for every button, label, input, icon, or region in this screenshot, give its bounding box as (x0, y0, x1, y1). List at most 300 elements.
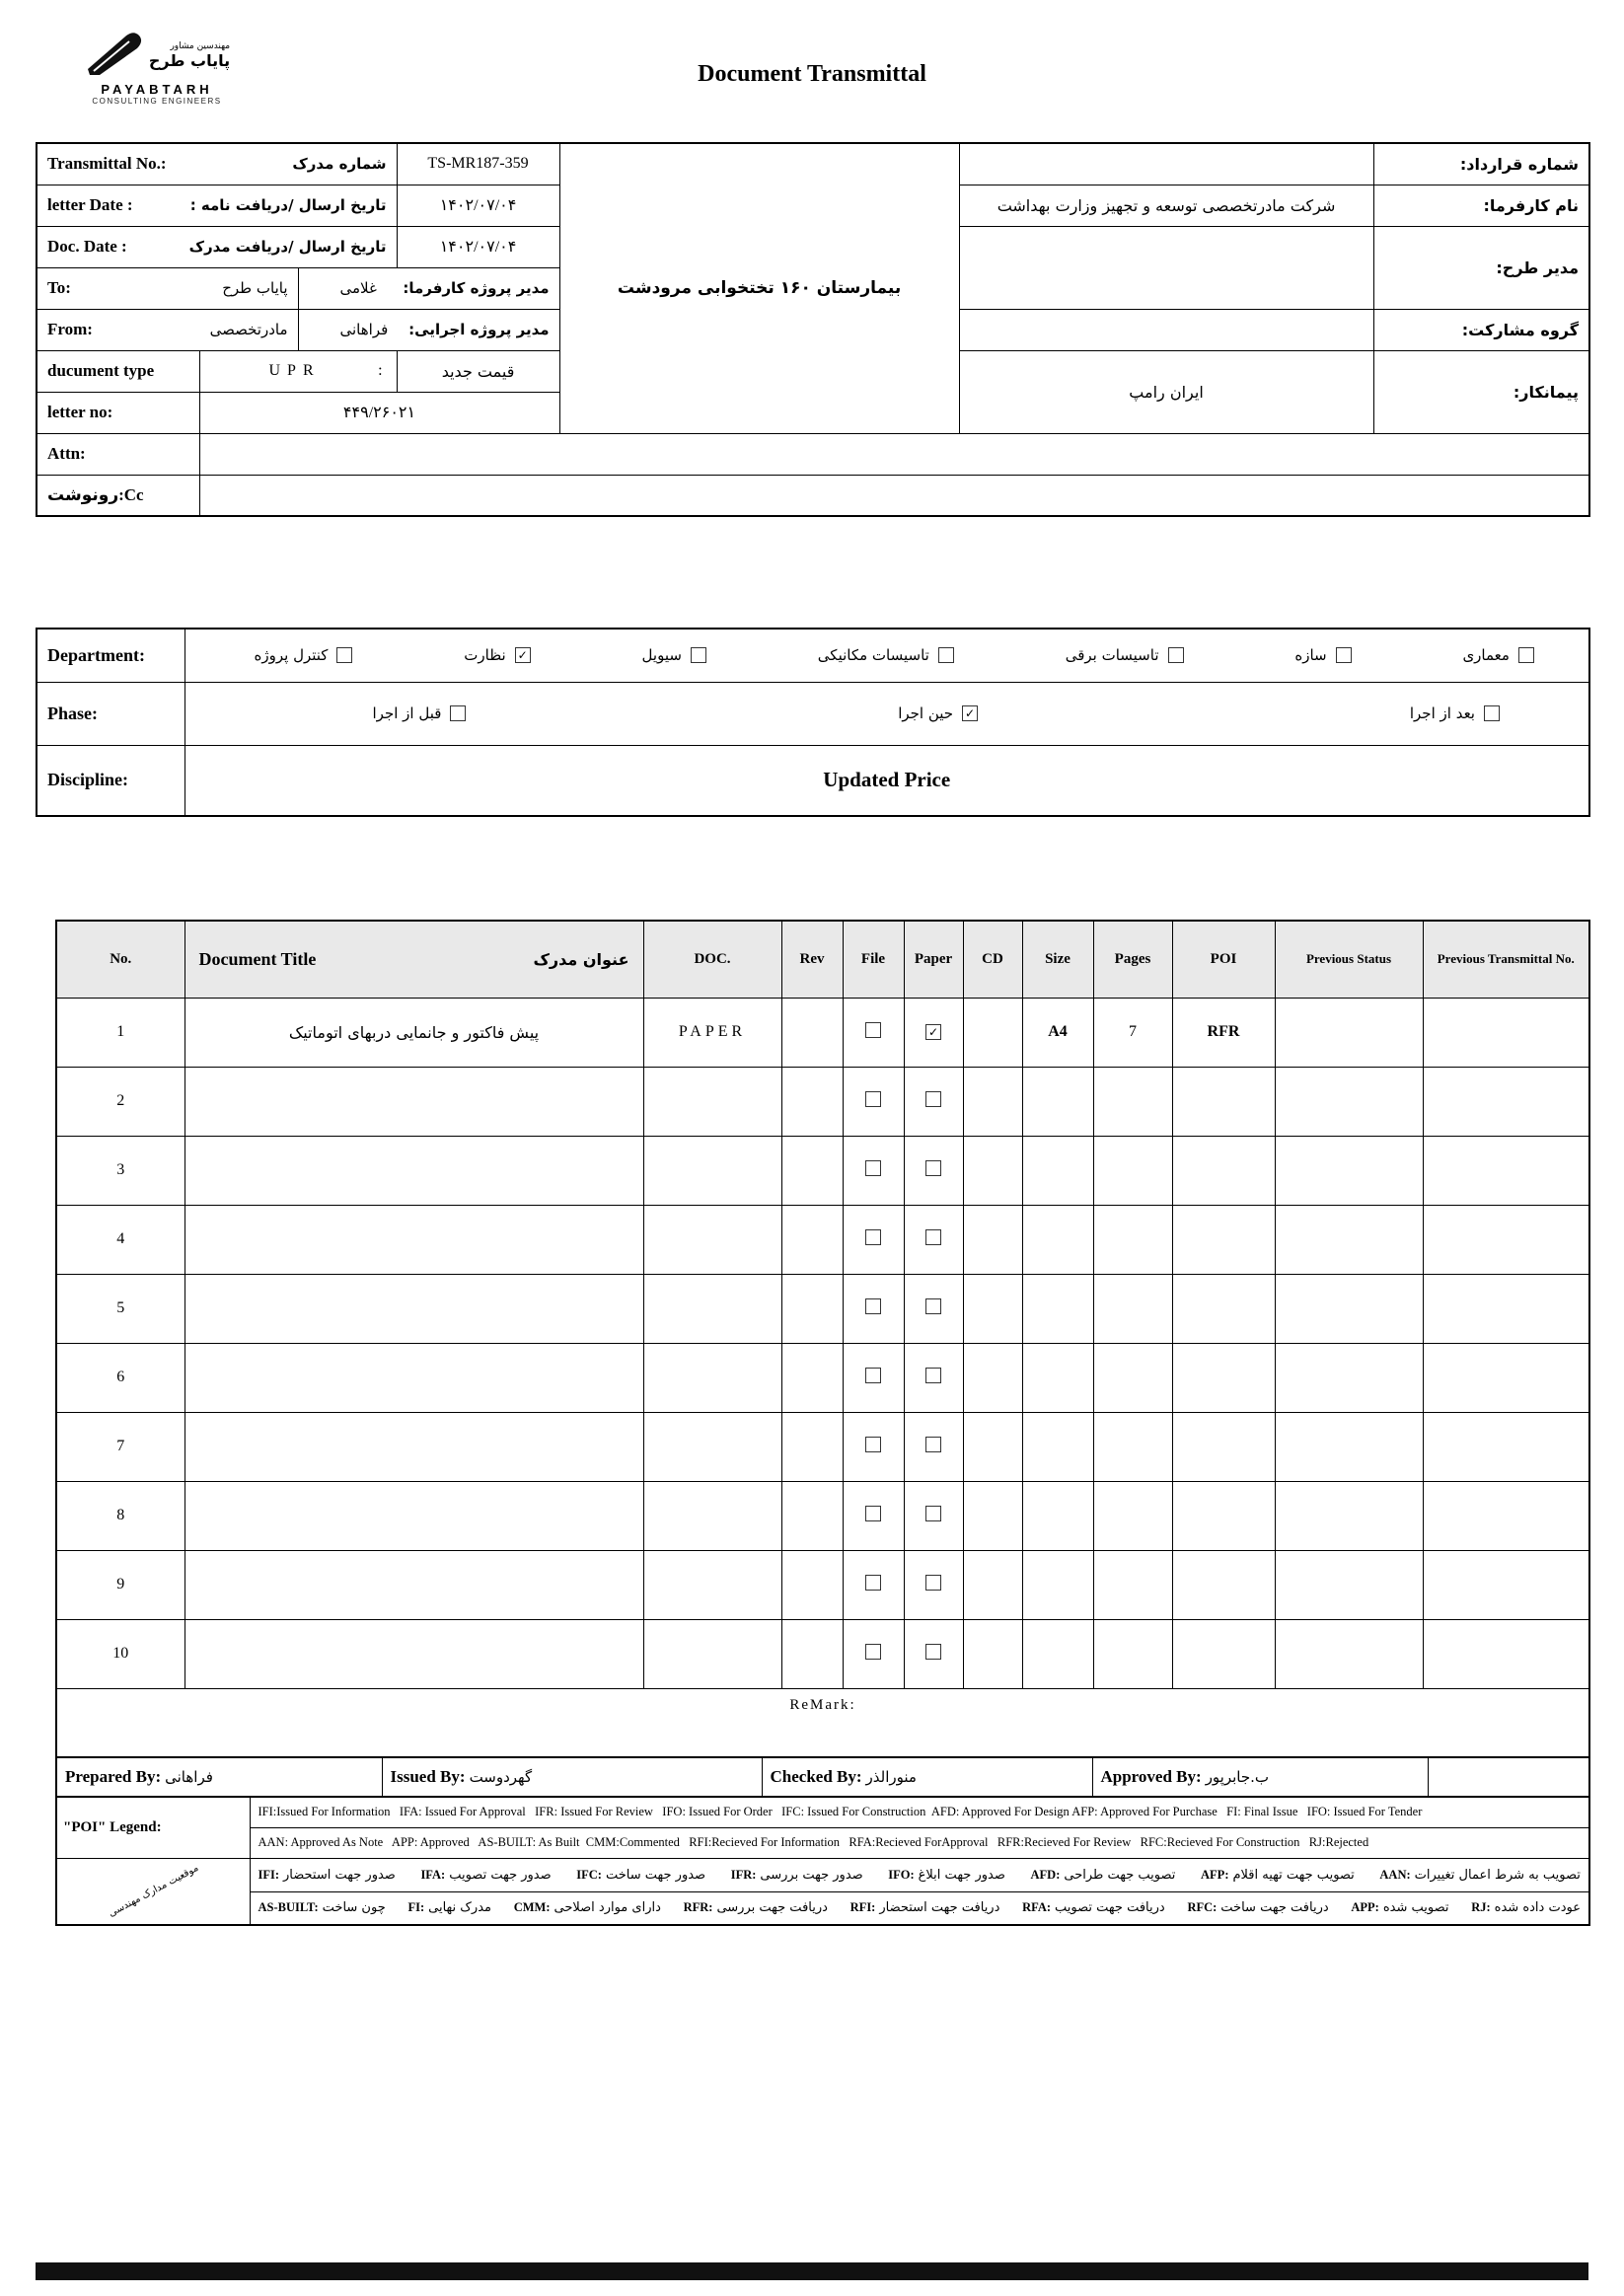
checkbox[interactable] (1336, 647, 1352, 663)
row-doc (643, 1619, 781, 1688)
discipline-value: Updated Price (185, 745, 1589, 816)
checkbox[interactable] (865, 1022, 881, 1038)
document-list-table (55, 920, 1590, 1758)
cc-value[interactable] (199, 475, 1589, 516)
row-paper-cell (904, 1343, 963, 1412)
checkbox[interactable] (925, 1229, 941, 1245)
design-manager-label: مدیر طرح: (1373, 226, 1589, 309)
legend-item: IFR: صدور جهت بررسی (730, 1867, 863, 1883)
department-option (464, 646, 530, 664)
row-file-cell (843, 1619, 904, 1688)
row-poi (1172, 1136, 1275, 1205)
row-prev-status (1275, 1343, 1423, 1412)
row-size (1022, 1481, 1093, 1550)
prepared-by-cell (56, 1757, 382, 1797)
legend-item: RJ: عودت داده شده (1471, 1900, 1581, 1916)
transmittal-no-label: Transmittal No.: (47, 154, 167, 174)
row-prev-transmittal (1423, 1136, 1589, 1205)
checkbox[interactable] (865, 1160, 881, 1176)
contract-no-value[interactable] (959, 143, 1373, 185)
doc-table-header-row (56, 921, 1589, 998)
checkbox[interactable] (925, 1506, 941, 1521)
row-size (1022, 1412, 1093, 1481)
row-paper-cell (904, 1481, 963, 1550)
row-pages (1093, 1136, 1172, 1205)
col-header-size: Size (1022, 921, 1093, 998)
department-option (818, 646, 954, 664)
checkbox[interactable] (865, 1575, 881, 1591)
letter-date-label-cell (37, 185, 397, 226)
legend-item: RFR: دریافت جهت بررسی (683, 1900, 828, 1916)
row-no: 8 (56, 1481, 185, 1550)
issued-by-value: گهردوست (469, 1768, 533, 1786)
issued-by-label: Issued By: (390, 1767, 466, 1786)
design-manager-value[interactable] (959, 226, 1373, 309)
table-row (56, 1619, 1589, 1688)
row-paper-cell (904, 1274, 963, 1343)
row-prev-transmittal (1423, 1274, 1589, 1343)
letter-date-label: letter Date : (47, 195, 133, 214)
table-row (56, 1205, 1589, 1274)
doc-type-label: ducument type (37, 350, 199, 392)
row-size (1022, 1619, 1093, 1688)
department-option-label: تاسیسات مکانیکی (817, 646, 929, 665)
row-title (185, 1550, 643, 1619)
contractor-label: پیمانکار: (1373, 350, 1589, 433)
checkbox[interactable] (925, 1298, 941, 1314)
exec-pm-cell (298, 309, 559, 350)
row-no: 7 (56, 1412, 185, 1481)
checkbox[interactable] (938, 647, 954, 663)
letter-date-value: ۱۴۰۲/۰۷/۰۴ (397, 185, 559, 226)
col-header-title-en: Document Title (198, 948, 317, 969)
row-pages (1093, 1412, 1172, 1481)
row-paper-cell (904, 1205, 963, 1274)
approved-by-label: Approved By: (1100, 1767, 1202, 1786)
department-option (1462, 646, 1534, 664)
row-paper-cell (904, 1619, 963, 1688)
prepared-by-label: Prepared By: (65, 1767, 162, 1786)
phase-option (1410, 704, 1500, 722)
legend-item: AFD: تصویب جهت طراحی (1030, 1867, 1176, 1883)
col-header-cd: CD (963, 921, 1022, 998)
row-title (185, 1619, 643, 1688)
department-option-label: نظارت (464, 646, 506, 665)
col-header-paper: Paper (904, 921, 963, 998)
checked-by-value: منورالذر (865, 1768, 917, 1786)
row-cd (963, 1274, 1022, 1343)
page-title: Document Transmittal (698, 61, 926, 87)
legend-item: AS-BUILT: چون ساخت (258, 1900, 386, 1916)
doc-table-body (56, 998, 1589, 1688)
table-row (56, 1550, 1589, 1619)
logo-nib-icon (84, 30, 145, 82)
col-header-rev: Rev (781, 921, 843, 998)
row-cd (963, 1412, 1022, 1481)
checkbox[interactable] (336, 647, 352, 663)
poi-legend-label: "POI" Legend: (56, 1797, 250, 1858)
table-row (56, 1412, 1589, 1481)
row-poi (1172, 1412, 1275, 1481)
poi-legend-en-line1: IFI:Issued For Information IFA: Issued For Approval IFR: Issued For Review IFO: Issued For Order IFC: Issued For Construction AFD: Approved For Design AFP: Approved For Purchase FI: Final Issue IFO: Issued For Tender (250, 1797, 1589, 1827)
poi-legend-en-line2: AAN: Approved As Note APP: Approved AS-BUILT: As Built CMM:Commented RFI:Recieved For Information RFA:Recieved ForApproval RFR:Recieved For Review RFC:Recieved For Construction RJ:Rejected (250, 1827, 1589, 1858)
table-row (56, 1481, 1589, 1550)
to-label: To: (47, 278, 71, 297)
legend-item: IFI: صدور جهت استحضار (258, 1867, 396, 1883)
row-poi (1172, 1205, 1275, 1274)
department-option (1294, 646, 1351, 664)
row-doc (643, 1274, 781, 1343)
signoff-empty-cell (1428, 1757, 1589, 1797)
row-doc (643, 1205, 781, 1274)
row-doc (643, 1481, 781, 1550)
poi-legend-table (55, 1796, 1590, 1926)
row-cd (963, 998, 1022, 1067)
row-pages (1093, 1550, 1172, 1619)
checkbox[interactable] (865, 1368, 881, 1383)
department-option-label: سیویل (641, 646, 682, 665)
row-prev-status (1275, 1619, 1423, 1688)
col-header-prev-status: Previous Status (1275, 921, 1423, 998)
page-footer-bar (36, 2262, 1588, 2280)
col-header-no: No. (56, 921, 185, 998)
row-title (185, 1136, 643, 1205)
page-header (36, 28, 1588, 122)
row-doc (643, 1412, 781, 1481)
row-file-cell (843, 1343, 904, 1412)
row-no: 3 (56, 1136, 185, 1205)
checkbox[interactable] (865, 1298, 881, 1314)
department-label: Department: (37, 629, 185, 682)
row-rev (781, 1136, 843, 1205)
letter-date-label-fa: تاریخ ارسال /دریافت نامه : (189, 196, 387, 214)
checkbox[interactable] (925, 1575, 941, 1591)
logo-fa-tagline: مهندسین مشاور (170, 41, 231, 51)
row-file-cell (843, 1136, 904, 1205)
client-name-value: شرکت مادرتخصصی توسعه و تجهیز وزارت بهداشت (959, 185, 1373, 226)
checkbox[interactable] (865, 1644, 881, 1660)
exec-pm-label: مدیر پروژه اجرایی: (408, 321, 550, 338)
row-pages (1093, 1205, 1172, 1274)
phase-options-cell (185, 682, 1589, 745)
client-name-label: نام کارفرما: (1373, 185, 1589, 226)
row-paper-cell (904, 1550, 963, 1619)
checkbox[interactable] (925, 1160, 941, 1176)
row-no: 1 (56, 998, 185, 1067)
cc-label: رونوشت:Cc (37, 475, 199, 516)
project-name: بیمارستان ۱۶۰ تختخوابی مرودشت (559, 143, 959, 433)
row-poi (1172, 1274, 1275, 1343)
row-cd (963, 1619, 1022, 1688)
row-poi: RFR (1172, 998, 1275, 1067)
row-title (185, 1412, 643, 1481)
row-prev-status (1275, 1481, 1423, 1550)
row-no: 10 (56, 1619, 185, 1688)
row-rev (781, 1274, 843, 1343)
row-size: A4 (1022, 998, 1093, 1067)
row-title (185, 1205, 643, 1274)
legend-item: IFC: صدور جهت ساخت (576, 1867, 706, 1883)
phase-option (373, 704, 467, 722)
row-title (185, 1274, 643, 1343)
exec-pm-value: فراهانی (339, 321, 389, 338)
phase-label: Phase: (37, 682, 185, 745)
transmittal-no-value: TS-MR187-359 (397, 143, 559, 185)
row-doc (643, 1550, 781, 1619)
contract-no-label: شماره قرارداد: (1373, 143, 1589, 185)
checkbox[interactable] (1518, 647, 1534, 663)
row-prev-status (1275, 998, 1423, 1067)
row-size (1022, 1205, 1093, 1274)
client-pm-value: غلامی (339, 279, 377, 297)
discipline-label: Discipline: (37, 745, 185, 816)
row-title (185, 1481, 643, 1550)
doc-date-label-fa: تاریخ ارسال /دریافت مدرک (188, 238, 387, 256)
row-no: 2 (56, 1067, 185, 1136)
prepared-by-value: فراهانی (165, 1768, 213, 1786)
row-cd (963, 1136, 1022, 1205)
row-cd (963, 1067, 1022, 1136)
row-file-cell (843, 1550, 904, 1619)
from-label: From: (47, 320, 93, 338)
checkbox[interactable] (865, 1506, 881, 1521)
checked-by-label: Checked By: (770, 1767, 862, 1786)
row-poi (1172, 1550, 1275, 1619)
department-option (642, 646, 706, 664)
row-pages (1093, 1343, 1172, 1412)
table-row (56, 1067, 1589, 1136)
doc-date-value: ۱۴۰۲/۰۷/۰۴ (397, 226, 559, 267)
poi-legend-fa-label: موقعیت مدارک مهندسی (56, 1858, 250, 1925)
doc-date-label: Doc. Date : (47, 237, 127, 256)
legend-item: RFA: دریافت جهت تصویب (1022, 1900, 1165, 1916)
department-option-label: کنترل پروژه (254, 646, 329, 665)
row-cd (963, 1205, 1022, 1274)
checkbox[interactable]: ✓ (962, 705, 978, 721)
row-prev-status (1275, 1412, 1423, 1481)
row-file-cell (843, 1274, 904, 1343)
row-doc (643, 1136, 781, 1205)
row-title (185, 1067, 643, 1136)
transmittal-no-label-cell (37, 143, 397, 185)
phase-option-label: حین اجرا (898, 704, 954, 722)
row-pages (1093, 1481, 1172, 1550)
partnership-value[interactable] (959, 309, 1373, 350)
row-rev (781, 1205, 843, 1274)
signoff-table (55, 1756, 1590, 1798)
row-prev-transmittal (1423, 1067, 1589, 1136)
checkbox[interactable]: ✓ (515, 647, 531, 663)
legend-item: APP: تصویب شده (1351, 1900, 1449, 1916)
doc-date-label-cell (37, 226, 397, 267)
logo-fa-name: پایاب طرح (148, 51, 231, 70)
row-size (1022, 1136, 1093, 1205)
department-option-label: سازه (1294, 646, 1327, 665)
legend-item: IFO: صدور جهت ابلاغ (888, 1867, 1005, 1883)
from-value: مادرتخصصی (209, 321, 288, 338)
row-paper-cell (904, 1412, 963, 1481)
checkbox[interactable] (691, 647, 706, 663)
approved-by-value: ب.جابرپور (1205, 1768, 1270, 1786)
row-cd (963, 1550, 1022, 1619)
row-doc (643, 1067, 781, 1136)
checkbox[interactable] (1484, 705, 1500, 721)
client-pm-label: مدیر پروژه کارفرما: (403, 279, 550, 297)
remark-row (56, 1688, 1589, 1757)
row-file-cell (843, 1205, 904, 1274)
doc-type-code-cell (199, 350, 397, 392)
row-file-cell (843, 998, 904, 1067)
row-doc (643, 1343, 781, 1412)
legend-item: RFI: دریافت جهت استحضار (849, 1900, 1000, 1916)
row-size (1022, 1067, 1093, 1136)
row-pages (1093, 1619, 1172, 1688)
partnership-label: گروه مشارکت: (1373, 309, 1589, 350)
row-prev-transmittal (1423, 1550, 1589, 1619)
col-header-pages: Pages (1093, 921, 1172, 998)
row-prev-transmittal (1423, 998, 1589, 1067)
phase-option (898, 704, 978, 722)
table-row (56, 998, 1589, 1067)
remark-label: ReMark: (789, 1696, 856, 1713)
row-prev-transmittal (1423, 1619, 1589, 1688)
legend-item: CMM: دارای موارد اصلاحی (513, 1900, 661, 1916)
checkbox[interactable]: ✓ (925, 1024, 941, 1040)
to-value: پایاب طرح (222, 279, 288, 297)
client-pm-cell (298, 267, 559, 309)
checked-by-cell (762, 1757, 1092, 1797)
checkbox[interactable] (925, 1368, 941, 1383)
row-poi (1172, 1067, 1275, 1136)
row-paper-cell (904, 1067, 963, 1136)
row-paper-cell (904, 998, 963, 1067)
row-prev-status (1275, 1136, 1423, 1205)
department-options-cell (185, 629, 1589, 682)
col-header-file: File (843, 921, 904, 998)
col-header-title (185, 921, 643, 998)
row-file-cell (843, 1412, 904, 1481)
row-size (1022, 1343, 1093, 1412)
checkbox[interactable] (450, 705, 466, 721)
phase-option-label: بعد از اجرا (1409, 704, 1475, 722)
transmittal-info-table (36, 142, 1590, 517)
poi-legend-fa-line1 (250, 1858, 1589, 1891)
table-row (56, 1343, 1589, 1412)
row-rev (781, 1481, 843, 1550)
row-file-cell (843, 1067, 904, 1136)
row-prev-status (1275, 1205, 1423, 1274)
row-no: 4 (56, 1205, 185, 1274)
row-size (1022, 1274, 1093, 1343)
row-paper-cell (904, 1136, 963, 1205)
doc-type-value: قیمت جدید (397, 350, 559, 392)
table-row (56, 1274, 1589, 1343)
row-prev-status (1275, 1274, 1423, 1343)
classification-table (36, 628, 1590, 817)
approved-by-cell (1092, 1757, 1428, 1797)
row-rev (781, 1550, 843, 1619)
doc-type-code: UPR (268, 362, 321, 379)
row-poi (1172, 1343, 1275, 1412)
col-header-doc: DOC. (643, 921, 781, 998)
row-rev (781, 1412, 843, 1481)
letter-no-value: ۴۴۹/۲۶۰۲۱ (199, 392, 559, 433)
row-prev-transmittal (1423, 1412, 1589, 1481)
legend-item: FI: مدرک نهایی (407, 1900, 491, 1916)
col-header-poi: POI (1172, 921, 1275, 998)
col-header-prev-transmittal: Previous Transmittal No. (1423, 921, 1589, 998)
phase-option-label: قبل از اجرا (372, 704, 442, 722)
row-title: پیش فاکتور و جانمایی دربهای اتوماتیک (185, 998, 643, 1067)
row-rev (781, 1067, 843, 1136)
row-title (185, 1343, 643, 1412)
attn-label: Attn: (37, 433, 199, 475)
from-cell (37, 309, 298, 350)
legend-item: AFP: تصویب جهت تهیه اقلام (1201, 1867, 1355, 1883)
checkbox[interactable] (865, 1091, 881, 1107)
row-file-cell (843, 1481, 904, 1550)
doc-type-colon: : (378, 362, 383, 379)
row-prev-status (1275, 1067, 1423, 1136)
attn-value[interactable] (199, 433, 1589, 475)
row-poi (1172, 1481, 1275, 1550)
row-rev (781, 1343, 843, 1412)
row-doc: PAPER (643, 998, 781, 1067)
checkbox[interactable] (925, 1437, 941, 1452)
legend-item: RFC: دریافت جهت ساخت (1187, 1900, 1329, 1916)
row-prev-transmittal (1423, 1481, 1589, 1550)
col-header-title-fa: عنوان مدرک (533, 949, 629, 969)
department-option-label: معماری (1462, 646, 1510, 665)
row-poi (1172, 1619, 1275, 1688)
issued-by-cell (382, 1757, 762, 1797)
row-no: 5 (56, 1274, 185, 1343)
letter-no-label: letter no: (37, 392, 199, 433)
legend-item: IFA: صدور جهت تصویب (420, 1867, 552, 1883)
checkbox[interactable] (1168, 647, 1184, 663)
row-prev-transmittal (1423, 1205, 1589, 1274)
checkbox[interactable] (925, 1091, 941, 1107)
logo-company-subtitle: CONSULTING ENGINEERS (92, 97, 222, 106)
row-pages (1093, 1274, 1172, 1343)
row-size (1022, 1550, 1093, 1619)
row-prev-status (1275, 1550, 1423, 1619)
department-option-label: تاسیسات برقی (1065, 646, 1159, 665)
to-cell (37, 267, 298, 309)
row-cd (963, 1481, 1022, 1550)
row-prev-transmittal (1423, 1343, 1589, 1412)
row-no: 9 (56, 1550, 185, 1619)
remark-cell[interactable] (56, 1688, 1589, 1757)
poi-legend-fa-line2 (250, 1891, 1589, 1925)
department-option (255, 646, 353, 664)
transmittal-no-label-fa: شماره مدرک (292, 155, 387, 174)
row-cd (963, 1343, 1022, 1412)
row-rev (781, 998, 843, 1067)
legend-item: AAN: تصویب به شرط اعمال تغییرات (1379, 1867, 1581, 1883)
checkbox[interactable] (865, 1229, 881, 1245)
checkbox[interactable] (925, 1644, 941, 1660)
row-rev (781, 1619, 843, 1688)
payabtarh-logo (73, 30, 241, 106)
table-row (56, 1136, 1589, 1205)
row-pages: 7 (1093, 998, 1172, 1067)
row-pages (1093, 1067, 1172, 1136)
contractor-value: ایران رامپ (959, 350, 1373, 433)
department-option (1066, 646, 1184, 664)
checkbox[interactable] (865, 1437, 881, 1452)
row-no: 6 (56, 1343, 185, 1412)
